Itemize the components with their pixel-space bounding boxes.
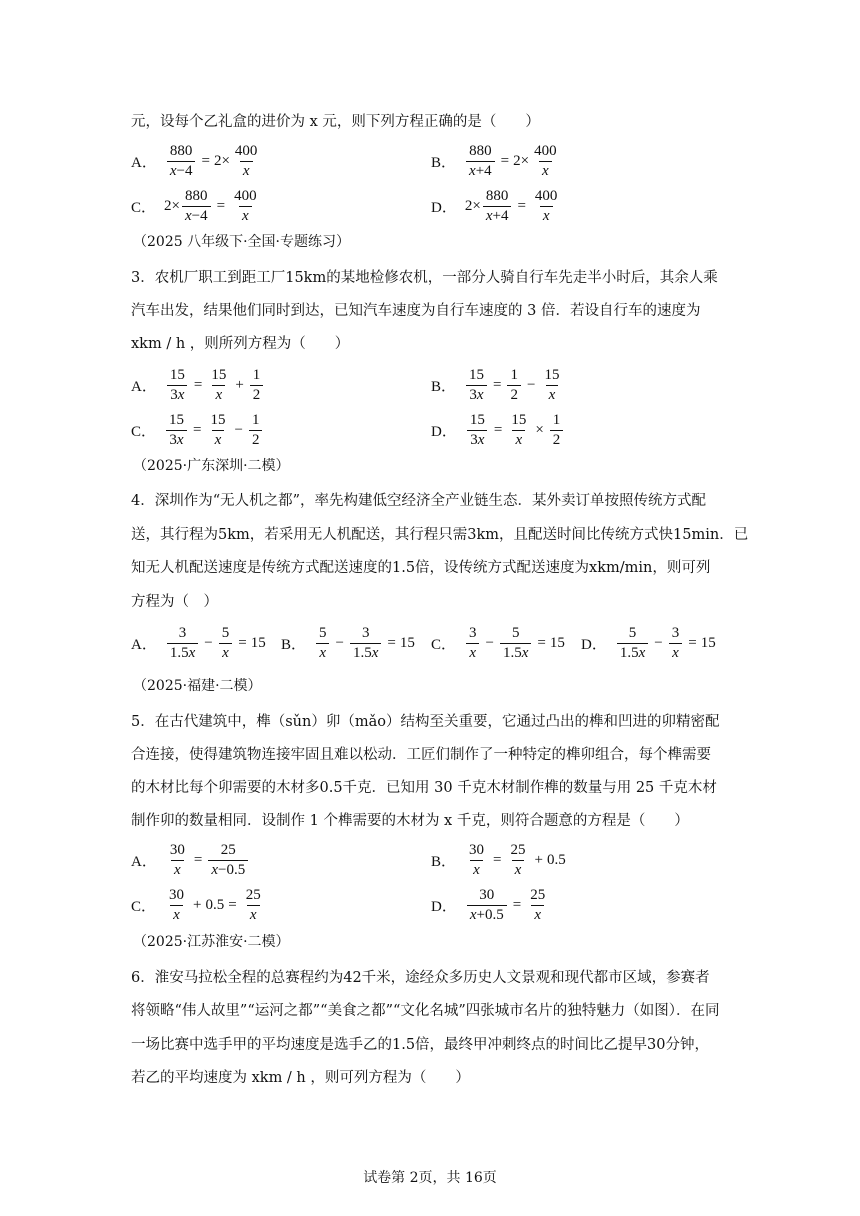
q6-stem-line-2: 将领略“伟人故里”“运河之都”“美食之都”“文化名城”四张城市名片的独特魅力（如图）．在同: [131, 1003, 720, 1019]
fraction: [219, 624, 233, 663]
denominator: x: [247, 905, 260, 925]
denominator: x: [539, 161, 552, 181]
denominator: x: [212, 430, 225, 450]
numerator: 25: [530, 886, 546, 903]
fraction: [249, 411, 263, 450]
q3-stem-line-2: 汽车出发，结果他们同时到达，已知汽车速度为自行车速度的 3 倍．若设自行车的速度为: [131, 303, 701, 319]
numerator: 30: [469, 841, 485, 858]
fraction: [466, 142, 495, 181]
math-term: 15: [549, 634, 565, 651]
q5-source: （2025·江苏淮安·二模）: [133, 934, 290, 950]
option-label: A．: [131, 853, 157, 870]
fraction: [208, 366, 229, 405]
option-label: A．: [131, 154, 157, 171]
numerator: 880: [469, 142, 492, 159]
fraction: [483, 187, 512, 226]
fraction: [350, 624, 381, 663]
option-expression: [615, 624, 716, 663]
fraction: [550, 411, 564, 450]
numerator: 1: [252, 366, 261, 383]
operator: =: [387, 634, 396, 651]
option-expression: [464, 366, 564, 405]
operator: ×: [535, 421, 544, 438]
q6-stem-line-3: 一场比赛中选手甲的平均速度是选手乙的1.5倍，最终甲冲刺终点的时间比乙提早30分钟，: [131, 1037, 710, 1053]
math-term: 2×: [164, 197, 180, 214]
option-expression: [464, 841, 566, 880]
denominator: 1.5x: [350, 643, 381, 663]
numerator: 25: [220, 841, 236, 858]
operator: =: [537, 634, 546, 651]
denominator: x: [512, 860, 525, 880]
denominator: 1.5x: [617, 643, 648, 663]
denominator: x: [239, 206, 252, 226]
fraction: [232, 142, 261, 181]
q3-source: （2025·广东深圳·二模）: [133, 458, 290, 474]
denominator: 3x: [166, 430, 186, 450]
option-expression: [465, 886, 550, 925]
q5-stem-line-3: 的木材比每个卯需要的木材多0.5千克．已知用 30 千克木材制作榫的数量与用 25 千克木材: [131, 780, 717, 796]
denominator: x: [546, 385, 559, 405]
denominator: x+4: [466, 161, 495, 181]
q4-option-d[interactable]: [581, 617, 716, 669]
operator: =: [500, 152, 510, 169]
math-term: 15: [250, 634, 266, 651]
denominator: x: [316, 643, 329, 663]
operator: =: [193, 851, 203, 868]
math-term: 2×: [464, 197, 481, 214]
operator: −: [485, 634, 494, 651]
denominator: 2: [249, 430, 263, 450]
fraction: [617, 624, 648, 663]
numerator: 880: [185, 187, 208, 204]
denominator: x: [512, 430, 525, 450]
option-expression: [164, 187, 262, 226]
denominator: 2: [250, 385, 264, 405]
fraction: [231, 187, 260, 226]
q3-option-c[interactable]: [131, 404, 264, 456]
option-label: C．: [131, 423, 157, 440]
option-label: D．: [431, 423, 457, 440]
denominator: x: [212, 385, 225, 405]
denominator: x: [170, 905, 183, 925]
fraction: [669, 624, 683, 663]
fraction: [316, 624, 330, 663]
operator: =: [493, 376, 502, 393]
option-label: A．: [131, 636, 157, 653]
q4-source: （2025·福建·二模）: [133, 678, 262, 694]
q2-option-d[interactable]: [431, 180, 562, 232]
denominator: 3x: [167, 385, 187, 405]
q6-stem-line-1: 6．淮安马拉松全程的总赛程约为42千米，途经众多历史人文景观和现代都市区域，参赛者: [131, 970, 710, 986]
q4-stem-line-3: 知无人机配送速度是传统方式配送速度的1.5倍，设传统方式配送速度为xkm/min，则可列: [131, 560, 711, 576]
option-expression: [464, 142, 562, 181]
option-label: D．: [431, 898, 457, 915]
q4-option-b[interactable]: [281, 617, 415, 669]
q5-option-d[interactable]: [431, 879, 550, 931]
option-expression: [165, 142, 263, 181]
q3-stem-line-3: xkm / h ，则所列方程为（ ）: [131, 336, 350, 352]
fraction: [467, 411, 488, 450]
denominator: 2: [550, 430, 564, 450]
math-term: 2×: [213, 152, 230, 169]
option-label: B．: [281, 636, 307, 653]
q4-option-c[interactable]: [431, 617, 565, 669]
numerator: 880: [169, 142, 193, 159]
operator: =: [688, 634, 697, 651]
q2-stem-tail: 元，设每个乙礼盒的进价为 x 元，则下列方程正确的是（ ）: [131, 114, 540, 130]
denominator: x: [240, 161, 253, 181]
numerator: 5: [319, 624, 327, 641]
numerator: 1: [552, 411, 561, 428]
math-term: 15: [700, 634, 716, 651]
fraction: [507, 366, 521, 405]
fraction: [466, 841, 487, 880]
numerator: 880: [485, 187, 509, 204]
operator: −: [654, 634, 663, 651]
q4-stem-line-1: 4．深圳作为“无人机之都”，率先构建低空经济全产业链生态．某外卖订单按照传统方式配: [131, 493, 707, 509]
numerator: 15: [544, 366, 560, 383]
denominator: 2: [507, 385, 521, 405]
denominator: x: [540, 206, 553, 226]
fraction: [167, 841, 188, 880]
numerator: 400: [534, 187, 558, 204]
q5-stem-line-1: 5．在古代建筑中，榫（sǔn）卯（mǎo）结构至关重要，它通过凸出的榫和凹进的卯精密配: [131, 714, 720, 730]
operator: +: [235, 376, 244, 393]
numerator: 25: [510, 841, 526, 858]
fraction: [167, 142, 196, 181]
fraction: [541, 366, 562, 405]
page-footer: 试卷第 2页，共 16页: [363, 1170, 497, 1186]
denominator: x: [171, 860, 184, 880]
fraction: [243, 886, 264, 925]
fraction: [508, 411, 529, 450]
operator: =: [493, 421, 503, 438]
option-label: D．: [581, 636, 607, 653]
denominator: 1.5x: [167, 643, 198, 663]
numerator: 5: [511, 624, 520, 641]
q5-stem-line-2: 合连接，使得建筑物连接牢固且难以松动．工匠们制作了一种特定的榫卯组合，每个榫需要: [131, 747, 711, 763]
numerator: 30: [169, 841, 185, 858]
operator: =: [517, 197, 526, 214]
operator: =: [228, 896, 237, 913]
q5-option-c[interactable]: [131, 879, 266, 931]
denominator: x−4: [182, 206, 211, 226]
operator: =: [238, 634, 247, 651]
numerator: 5: [628, 624, 637, 641]
option-label: B．: [431, 378, 457, 395]
fraction: [527, 886, 548, 925]
numerator: 3: [178, 624, 187, 641]
option-label: C．: [131, 199, 157, 216]
numerator: 15: [469, 411, 485, 428]
option-label: B．: [431, 853, 457, 870]
q5-stem-line-4: 制作卯的数量相同．设制作 1 个榫需要的木材为 x 千克，则符合题意的方程是（ ）: [131, 813, 689, 829]
numerator: 15: [210, 411, 226, 428]
option-expression: [165, 841, 250, 880]
denominator: x: [669, 643, 682, 663]
operator: =: [201, 152, 210, 169]
numerator: 30: [479, 886, 495, 903]
operator: =: [193, 421, 202, 438]
numerator: 25: [245, 886, 261, 903]
option-label: C．: [431, 636, 457, 653]
denominator: x: [466, 643, 479, 663]
denominator: x: [531, 905, 544, 925]
numerator: 15: [211, 366, 227, 383]
option-expression: [164, 886, 266, 925]
numerator: 30: [169, 886, 185, 903]
option-expression: [165, 624, 266, 663]
math-term: 0.5: [205, 896, 225, 913]
q4-stem-line-4: 方程为（ ）: [131, 594, 218, 610]
fraction: [166, 886, 187, 925]
q2-option-c[interactable]: [131, 180, 262, 232]
option-expression: [465, 187, 563, 226]
fraction: [532, 187, 561, 226]
denominator: 1.5x: [500, 643, 531, 663]
numerator: 1: [251, 411, 260, 428]
operator: −: [526, 376, 536, 393]
fraction: [250, 366, 264, 405]
operator: =: [216, 197, 226, 214]
operator: +: [534, 851, 543, 868]
operator: −: [234, 421, 243, 438]
q3-stem-line-1: 3．农机厂职工到距工厂15km的某地检修农机，一部分人骑自行车先走半小时后，其余人乘: [131, 270, 718, 286]
fraction: [466, 624, 480, 663]
numerator: 400: [534, 142, 557, 159]
option-expression: [165, 366, 265, 405]
numerator: 5: [221, 624, 230, 641]
operator: +: [193, 896, 202, 913]
q2-source: （2025 八年级下·全国·专题练习）: [133, 234, 350, 250]
fraction: [182, 187, 211, 226]
numerator: 400: [234, 142, 258, 159]
option-expression: [465, 411, 565, 450]
operator: =: [193, 376, 203, 393]
denominator: 3x: [467, 430, 487, 450]
numerator: 3: [361, 624, 370, 641]
option-label: C．: [131, 898, 157, 915]
operator: =: [512, 896, 522, 913]
denominator: x: [219, 643, 232, 663]
q3-option-d[interactable]: [431, 404, 565, 456]
q4-option-a[interactable]: [131, 617, 266, 669]
numerator: 15: [169, 411, 185, 428]
denominator: x−0.5: [208, 860, 248, 880]
option-label: B．: [431, 154, 457, 171]
numerator: 400: [234, 187, 257, 204]
denominator: x−4: [167, 161, 196, 181]
fraction: [167, 366, 188, 405]
option-label: A．: [131, 378, 157, 395]
denominator: x+4: [483, 206, 512, 226]
numerator: 1: [510, 366, 518, 383]
numerator: 15: [469, 366, 485, 383]
fraction: [166, 411, 187, 450]
fraction: [167, 624, 198, 663]
option-expression: [464, 624, 565, 663]
denominator: x: [470, 860, 483, 880]
fraction: [466, 366, 487, 405]
operator: −: [204, 634, 213, 651]
math-term: 2×: [513, 152, 530, 169]
fraction: [207, 411, 228, 450]
math-term: 15: [399, 634, 415, 651]
numerator: 15: [169, 366, 185, 383]
operator: −: [335, 634, 344, 651]
fraction: [531, 142, 560, 181]
option-expression: [314, 624, 415, 663]
fraction: [507, 841, 528, 880]
fraction: [208, 841, 248, 880]
operator: =: [493, 851, 502, 868]
q4-stem-line-2: 送，其行程为5km，若采用无人机配送，其行程只需3km，且配送时间比传统方式快15min．已: [131, 527, 749, 543]
option-expression: [164, 411, 264, 450]
numerator: 3: [671, 624, 680, 641]
math-term: 0.5: [546, 851, 566, 868]
q6-stem-line-4: 若乙的平均速度为 xkm / h ，则可列方程为（ ）: [131, 1070, 470, 1086]
option-label: D．: [431, 199, 457, 216]
denominator: 3x: [466, 385, 486, 405]
numerator: 3: [469, 624, 477, 641]
fraction: [467, 886, 507, 925]
denominator: x+0.5: [467, 905, 507, 925]
numerator: 15: [511, 411, 527, 428]
fraction: [500, 624, 531, 663]
